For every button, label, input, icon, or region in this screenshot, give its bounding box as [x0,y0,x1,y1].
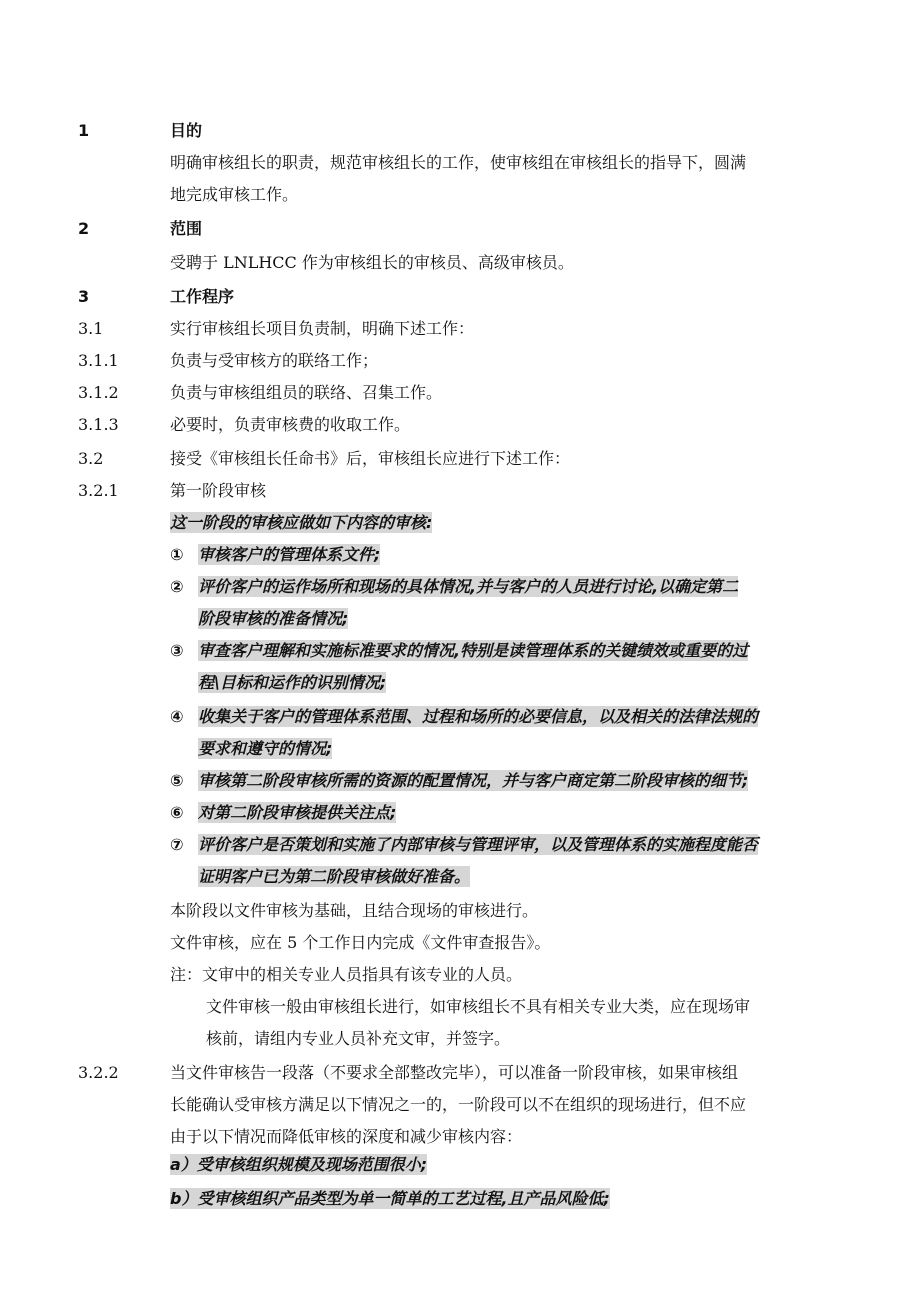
section-3-title: 工作程序 [170,287,235,306]
section-3-2-2-line2: 长能确认受审核方满足以下情况之一的，一阶段可以不在组织的现场进行，但不应 [170,1095,747,1114]
stage1-basis: 本阶段以文件审核为基础，且结合现场的审核进行。 [170,901,539,920]
item-marker: ③ [170,641,184,660]
section-3-2-2-item-b: b）受审核组织产品类型为单一简单的工艺过程,且产品风险低; [170,1189,610,1208]
section-2-title: 范围 [170,219,203,238]
section-3-1-2-text: 负责与审核组组员的联络、召集工作。 [170,383,443,402]
stage1-item-3: ③ 审查客户理解和实施标准要求的情况,特别是读管理体系的关键绩效或重要的过 [170,636,748,666]
section-3-1-1-number: 3.1.1 [78,351,119,370]
section-3-1-3-number: 3.1.3 [78,415,119,434]
stage1-item-2: ② 评价客户的运作场所和现场的具体情况,并与客户的人员进行讨论,以确定第二 [170,572,738,602]
section-3-1-1-text: 负责与受审核方的联络工作； [170,351,379,370]
section-3-2-2-line1: 当文件审核告一段落（不要求全部整改完毕），可以准备一阶段审核，如果审核组 [170,1063,739,1082]
section-3-2-2-number: 3.2.2 [78,1063,119,1082]
stage1-item-1: ① 审核客户的管理体系文件; [170,540,380,570]
item-marker: ④ [170,707,184,726]
section-3-1-number: 3.1 [78,319,104,338]
stage1-note-2-line2: 核前，请组内专业人员补充文审，并签字。 [206,1029,511,1048]
section-3-2-1-text: 第一阶段审核 [170,481,267,500]
section-3-1-text: 实行审核组长项目负责制，明确下述工作： [170,319,475,338]
stage1-item-7: ⑦ 评价客户是否策划和实施了内部审核与管理评审，以及管理体系的实施程度能否 [170,830,758,860]
section-1-text-line1: 明确审核组长的职责，规范审核组长的工作，使审核组在审核组长的指导下，圆满 [170,153,747,172]
section-3-2-1-number: 3.2.1 [78,481,119,500]
stage1-item-7-cont: 证明客户已为第二阶段审核做好准备。 [198,867,471,886]
stage1-item-6: ⑥ 对第二阶段审核提供关注点; [170,798,396,828]
section-1-title: 目的 [170,121,203,140]
item-marker: ⑥ [170,803,184,822]
section-1-number: 1 [78,121,90,140]
stage1-doc-review: 文件审核，应在 5 个工作日内完成《文件审查报告》。 [170,933,551,952]
section-3-2-text: 接受《审核组长任命书》后，审核组长应进行下述工作： [170,449,571,468]
item-marker: ⑦ [170,835,184,854]
stage1-note-1: 注：文审中的相关专业人员指具有该专业的人员。 [170,965,523,984]
stage1-item-2-cont: 阶段审核的准备情况; [198,609,349,628]
stage1-item-5: ⑤ 审核第二阶段审核所需的资源的配置情况，并与客户商定第二阶段审核的细节; [170,766,748,796]
section-3-2-2-line3: 由于以下情况而降低审核的深度和减少审核内容： [170,1127,523,1146]
section-1-text-line2: 地完成审核工作。 [170,185,299,204]
item-marker: ① [170,545,184,564]
section-3-1-3-text: 必要时，负责审核费的收取工作。 [170,415,411,434]
stage1-note-2-line1: 文件审核一般由审核组长进行，如审核组长不具有相关专业大类，应在现场审 [206,997,751,1016]
stage1-item-3-cont: 程\目标和运作的识别情况; [198,673,387,692]
item-marker: ② [170,577,184,596]
section-2-text: 受聘于 LNLHCC 作为审核组长的审核员、高级审核员。 [170,253,574,272]
section-3-2-2-item-a: a）受审核组织规模及现场范围很小; [170,1155,428,1174]
stage1-item-4: ④ 收集关于客户的管理体系范围、过程和场所的必要信息，以及相关的法律法规的 [170,702,758,732]
section-3-number: 3 [78,287,90,306]
section-3-2-number: 3.2 [78,449,104,468]
item-marker: ⑤ [170,771,184,790]
section-2-number: 2 [78,219,90,238]
section-3-1-2-number: 3.1.2 [78,383,119,402]
stage1-item-4-cont: 要求和遵守的情况; [198,739,333,758]
stage1-intro: 这一阶段的审核应做如下内容的审核: [170,513,433,532]
